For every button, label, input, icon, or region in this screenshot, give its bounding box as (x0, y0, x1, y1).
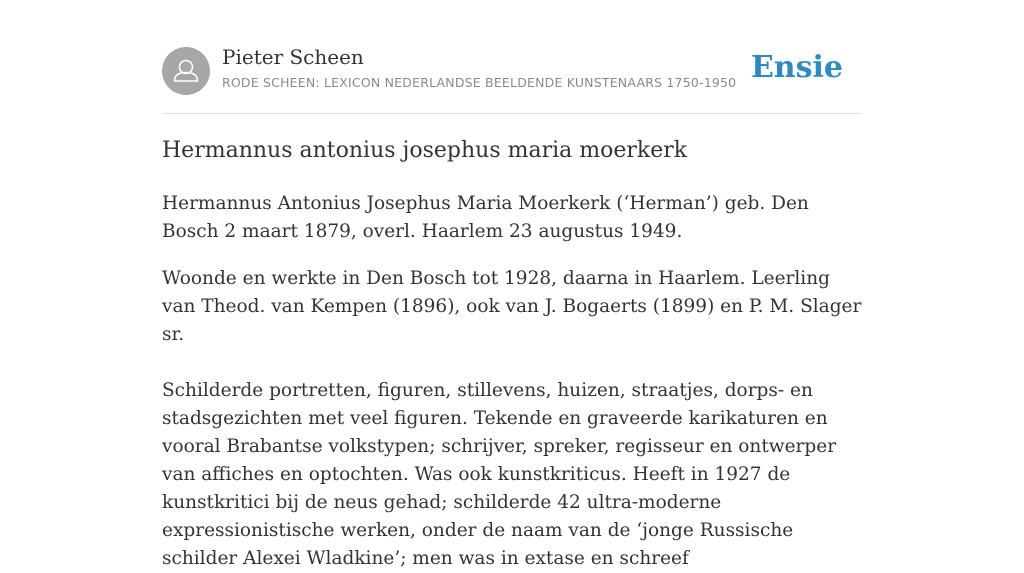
source-title[interactable]: RODE SCHEEN: LEXICON NEDERLANDSE BEELDENDE KUNSTENAARS 1750-1950 (222, 75, 737, 90)
user-silhouette-icon (162, 47, 210, 95)
article-body (162, 190, 862, 573)
article-paragraph: Schilderde portretten, figuren, stillevens, huizen, straatjes, dorps- en stadsgezichten met veel figuren. Tekende en graveerde karikaturen en vooral Brabantse volkstypen; schrijver, spreker, regisseur en ontwerper van affiches en optochten. Was ook kunstkriticus. Heeft in 1927 de kunstkritici bij de neus gehad; schilderde 42 ultra-moderne expressionistische werken, onder de naam van de ‘jonge Russische schilder Alexei Wladkine’; men was in extase en schreef (162, 380, 837, 569)
author-name[interactable]: Pieter Scheen (222, 45, 364, 69)
article-header (162, 44, 862, 114)
article-title: Hermannus antonius josephus maria moerkerk (162, 138, 688, 163)
ensie-logo[interactable]: Ensie (750, 50, 843, 85)
article-paragraph: Hermannus Antonius Josephus Maria Moerkerk (‘Herman’) geb. Den Bosch 2 maart 1879, overl. Haarlem 23 augustus 1949. (162, 193, 809, 242)
article-paragraph: Woonde en werkte in Den Bosch tot 1928, daarna in Haarlem. Leerling van Theod. van Kempen (1896), ook van J. Bogaerts (1899) en P. M. Slager sr. (162, 268, 862, 345)
avatar[interactable] (162, 47, 210, 95)
